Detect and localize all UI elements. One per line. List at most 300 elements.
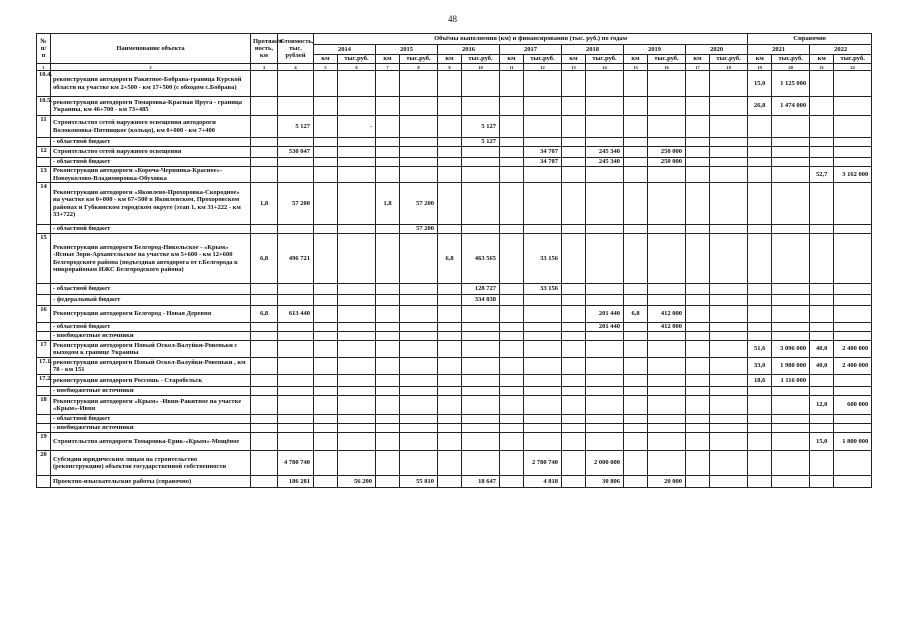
km-cell <box>810 183 834 225</box>
cost-cell <box>278 424 314 433</box>
amount-cell <box>524 387 562 396</box>
cost-cell <box>278 225 314 234</box>
column-index: 17 <box>686 64 710 71</box>
amount-cell: 5 127 <box>462 116 500 138</box>
km-cell <box>376 341 400 358</box>
km-cell <box>438 306 462 323</box>
row-number: 10.4. <box>37 71 51 97</box>
column-index: 2 <box>51 64 251 71</box>
amount-cell <box>772 306 810 323</box>
km-cell <box>562 323 586 332</box>
km-cell <box>624 234 648 284</box>
column-index: 19 <box>748 64 772 71</box>
km-cell <box>376 358 400 375</box>
km-cell <box>562 387 586 396</box>
km-cell <box>500 158 524 167</box>
km-cell <box>624 375 648 387</box>
amount-cell <box>648 424 686 433</box>
km-cell <box>438 387 462 396</box>
row-number: 18 <box>37 396 51 415</box>
km-cell <box>562 341 586 358</box>
km-cell <box>314 225 338 234</box>
amount-cell <box>834 387 872 396</box>
km-cell <box>810 323 834 332</box>
table-row <box>37 358 872 375</box>
amount-cell <box>524 116 562 138</box>
amount-cell <box>834 295 872 306</box>
km-cell: 40,0 <box>810 341 834 358</box>
header-unit-km: км <box>562 55 586 64</box>
km-cell <box>562 183 586 225</box>
km-cell <box>562 451 586 476</box>
km-cell <box>562 332 586 341</box>
km-cell <box>686 476 710 488</box>
km-cell <box>251 424 278 433</box>
amount-cell <box>710 167 748 183</box>
amount-cell <box>338 138 376 147</box>
km-cell <box>748 323 772 332</box>
km-cell <box>500 284 524 295</box>
km-cell <box>438 341 462 358</box>
km-cell <box>438 138 462 147</box>
km-cell <box>314 396 338 415</box>
column-index: 11 <box>500 64 524 71</box>
km-cell <box>251 396 278 415</box>
column-index: 9 <box>438 64 462 71</box>
km-cell <box>562 147 586 158</box>
km-cell <box>686 387 710 396</box>
km-cell <box>686 341 710 358</box>
amount-cell <box>524 225 562 234</box>
column-index: 12 <box>524 64 562 71</box>
km-cell <box>562 433 586 451</box>
amount-cell <box>772 295 810 306</box>
table-row <box>37 97 872 116</box>
column-index: 20 <box>772 64 810 71</box>
header-volumes: Объёмы выполнения (км) и финансирования (тыс. руб.) по годам <box>314 34 748 45</box>
amount-cell <box>710 284 748 295</box>
object-name: - областной бюджет <box>51 415 251 424</box>
km-cell <box>314 387 338 396</box>
km-cell <box>314 116 338 138</box>
km-cell <box>438 451 462 476</box>
amount-cell <box>462 225 500 234</box>
amount-cell <box>586 295 624 306</box>
km-cell <box>748 396 772 415</box>
table-row <box>37 225 872 234</box>
amount-cell: 55 810 <box>400 476 438 488</box>
amount-cell <box>772 138 810 147</box>
amount-cell <box>400 284 438 295</box>
km-cell <box>314 424 338 433</box>
km-cell <box>562 116 586 138</box>
header-unit-rub: тыс.руб. <box>710 55 748 64</box>
amount-cell <box>834 332 872 341</box>
amount-cell <box>462 415 500 424</box>
km-cell <box>624 341 648 358</box>
table-header <box>37 34 872 71</box>
amount-cell <box>586 234 624 284</box>
km-cell <box>251 375 278 387</box>
row-number <box>37 158 51 167</box>
amount-cell <box>524 138 562 147</box>
column-index: 8 <box>400 64 438 71</box>
amount-cell <box>400 433 438 451</box>
amount-cell <box>834 116 872 138</box>
amount-cell <box>772 387 810 396</box>
km-cell <box>438 396 462 415</box>
km-cell <box>562 284 586 295</box>
row-number <box>37 225 51 234</box>
header-unit-rub: тыс.руб. <box>586 55 624 64</box>
header-unit-km: км <box>314 55 338 64</box>
object-name: Строительство сетей наружного освещения автодороги Волоконовка-Пятницкое (кольцо), км 0+000 - км 7+400 <box>51 116 251 138</box>
amount-cell <box>400 147 438 158</box>
km-cell <box>686 225 710 234</box>
table-row <box>37 158 872 167</box>
amount-cell <box>834 147 872 158</box>
amount-cell <box>462 332 500 341</box>
km-cell: 33,0 <box>748 358 772 375</box>
km-cell: 6,8 <box>438 234 462 284</box>
table-row <box>37 433 872 451</box>
table-row <box>37 341 872 358</box>
amount-cell: 5 127 <box>462 138 500 147</box>
km-cell <box>376 476 400 488</box>
km-cell <box>314 451 338 476</box>
amount-cell <box>586 167 624 183</box>
header-unit-km: км <box>376 55 400 64</box>
amount-cell: 1 116 000 <box>772 375 810 387</box>
km-cell <box>810 116 834 138</box>
row-number <box>37 424 51 433</box>
km-cell <box>438 167 462 183</box>
km-cell <box>624 147 648 158</box>
amount-cell <box>400 295 438 306</box>
object-name: - областной бюджет <box>51 158 251 167</box>
row-number: 10.5. <box>37 97 51 116</box>
object-name: - внебюджетные источники <box>51 424 251 433</box>
amount-cell: 2 780 740 <box>524 451 562 476</box>
km-cell <box>810 234 834 284</box>
column-index: 18 <box>710 64 748 71</box>
km-cell <box>376 158 400 167</box>
km-cell <box>562 415 586 424</box>
amount-cell <box>772 147 810 158</box>
amount-cell <box>400 424 438 433</box>
km-cell <box>314 341 338 358</box>
km-cell <box>251 158 278 167</box>
km-cell <box>624 295 648 306</box>
table-row <box>37 332 872 341</box>
amount-cell <box>524 323 562 332</box>
km-cell <box>686 138 710 147</box>
amount-cell <box>834 476 872 488</box>
amount-cell <box>462 424 500 433</box>
amount-cell <box>648 387 686 396</box>
column-index: 6 <box>338 64 376 71</box>
amount-cell <box>710 424 748 433</box>
km-cell <box>686 295 710 306</box>
cost-cell <box>278 387 314 396</box>
amount-cell: - <box>338 116 376 138</box>
amount-cell <box>834 71 872 97</box>
km-cell <box>500 295 524 306</box>
amount-cell <box>834 97 872 116</box>
object-name: Субсидии юридическим лицам на строительство (реконструкцию) объектов государственной собственности <box>51 451 251 476</box>
amount-cell <box>524 97 562 116</box>
km-cell <box>376 332 400 341</box>
km-cell <box>686 183 710 225</box>
amount-cell <box>648 234 686 284</box>
header-year: 2017 <box>500 45 562 55</box>
amount-cell <box>400 451 438 476</box>
km-cell <box>624 415 648 424</box>
km-cell <box>748 225 772 234</box>
amount-cell <box>524 424 562 433</box>
financing-table <box>36 33 872 488</box>
row-number: 12 <box>37 147 51 158</box>
amount-cell <box>586 183 624 225</box>
km-cell <box>686 284 710 295</box>
km-cell <box>376 323 400 332</box>
header-unit-rub: тыс.руб. <box>462 55 500 64</box>
cost-cell <box>278 375 314 387</box>
amount-cell <box>462 387 500 396</box>
cost-cell <box>278 415 314 424</box>
amount-cell <box>338 396 376 415</box>
km-cell <box>500 358 524 375</box>
amount-cell <box>710 295 748 306</box>
amount-cell <box>710 306 748 323</box>
km-cell <box>251 415 278 424</box>
amount-cell <box>710 415 748 424</box>
cost-cell: 4 780 740 <box>278 451 314 476</box>
km-cell <box>810 451 834 476</box>
row-number <box>37 284 51 295</box>
object-name: - областной бюджет <box>51 138 251 147</box>
object-name: Реконструкция автодороги «Крым» -Ивня-Ракитное на участке «Крым»-Ивня <box>51 396 251 415</box>
row-number <box>37 295 51 306</box>
km-cell <box>748 158 772 167</box>
amount-cell <box>710 341 748 358</box>
amount-cell <box>338 167 376 183</box>
header-unit-rub: тыс.руб. <box>524 55 562 64</box>
km-cell <box>686 375 710 387</box>
cost-cell: 613 440 <box>278 306 314 323</box>
amount-cell <box>834 284 872 295</box>
amount-cell <box>772 476 810 488</box>
amount-cell <box>338 358 376 375</box>
km-cell <box>562 225 586 234</box>
amount-cell <box>710 451 748 476</box>
km-cell <box>438 415 462 424</box>
amount-cell <box>772 225 810 234</box>
amount-cell <box>586 71 624 97</box>
km-cell <box>500 424 524 433</box>
column-index: 10 <box>462 64 500 71</box>
amount-cell <box>400 306 438 323</box>
table-row <box>37 234 872 284</box>
object-name: - внебюджетные источники <box>51 387 251 396</box>
object-name: - федеральный бюджет <box>51 295 251 306</box>
amount-cell <box>462 71 500 97</box>
amount-cell: 34 707 <box>524 158 562 167</box>
amount-cell <box>834 234 872 284</box>
amount-cell <box>834 323 872 332</box>
km-cell: 51,6 <box>748 341 772 358</box>
amount-cell <box>338 332 376 341</box>
km-cell <box>686 147 710 158</box>
object-name: реконструкция автодороги Ракитное-Бобрава-граница Курской области на участке км 2+500 - км 17+500 (с обходом с.Бобрава) <box>51 71 251 97</box>
km-cell <box>500 138 524 147</box>
amount-cell: 3 096 000 <box>772 341 810 358</box>
amount-cell <box>648 358 686 375</box>
km-cell <box>500 387 524 396</box>
header-unit-km: км <box>624 55 648 64</box>
km-cell <box>624 358 648 375</box>
km-cell <box>251 225 278 234</box>
km-cell: 6,8 <box>251 234 278 284</box>
km-cell <box>438 284 462 295</box>
km-cell <box>376 415 400 424</box>
amount-cell <box>524 341 562 358</box>
amount-cell <box>400 116 438 138</box>
amount-cell <box>524 358 562 375</box>
amount-cell <box>648 225 686 234</box>
amount-cell <box>462 451 500 476</box>
row-number: 11 <box>37 116 51 138</box>
header-cost: Стоимость, тыс. рублей <box>278 34 314 64</box>
amount-cell <box>338 433 376 451</box>
header-unit-rub: тыс.руб. <box>834 55 872 64</box>
row-number: 17.1. <box>37 358 51 375</box>
amount-cell <box>400 396 438 415</box>
km-cell <box>562 396 586 415</box>
km-cell <box>438 358 462 375</box>
cost-cell: 5 127 <box>278 116 314 138</box>
amount-cell: 56 200 <box>338 476 376 488</box>
km-cell <box>748 167 772 183</box>
km-cell: 1,8 <box>251 183 278 225</box>
km-cell <box>500 116 524 138</box>
header-unit-km: км <box>438 55 462 64</box>
amount-cell <box>772 433 810 451</box>
amount-cell <box>586 396 624 415</box>
amount-cell <box>338 71 376 97</box>
km-cell <box>500 375 524 387</box>
header-unit-km: км <box>810 55 834 64</box>
table-row <box>37 387 872 396</box>
amount-cell <box>400 341 438 358</box>
km-cell <box>251 167 278 183</box>
header-year: 2021 <box>748 45 810 55</box>
km-cell <box>376 284 400 295</box>
km-cell <box>376 234 400 284</box>
km-cell <box>314 295 338 306</box>
km-cell <box>251 387 278 396</box>
km-cell <box>376 97 400 116</box>
km-cell <box>500 323 524 332</box>
column-index: 16 <box>648 64 686 71</box>
km-cell <box>376 138 400 147</box>
km-cell <box>314 284 338 295</box>
km-cell <box>748 415 772 424</box>
km-cell <box>686 415 710 424</box>
km-cell <box>314 138 338 147</box>
amount-cell <box>710 476 748 488</box>
table-row <box>37 424 872 433</box>
amount-cell <box>338 284 376 295</box>
table-row <box>37 147 872 158</box>
column-index: 5 <box>314 64 338 71</box>
header-year: 2022 <box>810 45 872 55</box>
amount-cell <box>648 167 686 183</box>
km-cell <box>686 396 710 415</box>
cost-cell: 496 721 <box>278 234 314 284</box>
cost-cell: 57 200 <box>278 183 314 225</box>
object-name: - областной бюджет <box>51 225 251 234</box>
row-number <box>37 332 51 341</box>
row-number <box>37 476 51 488</box>
amount-cell <box>772 158 810 167</box>
table-row <box>37 116 872 138</box>
km-cell: 40,0 <box>810 358 834 375</box>
object-name: - областной бюджет <box>51 284 251 295</box>
amount-cell: 412 000 <box>648 306 686 323</box>
km-cell: 1,8 <box>376 183 400 225</box>
cost-cell <box>278 341 314 358</box>
km-cell <box>500 332 524 341</box>
amount-cell <box>834 138 872 147</box>
km-cell <box>624 396 648 415</box>
amount-cell <box>524 295 562 306</box>
amount-cell <box>710 234 748 284</box>
km-cell <box>376 375 400 387</box>
km-cell <box>748 234 772 284</box>
km-cell <box>686 97 710 116</box>
km-cell <box>376 116 400 138</box>
object-name: реконструкция автодороги Томаровка-Красная Яруга - граница Украины, км 46+700 - км 73+485 <box>51 97 251 116</box>
km-cell <box>438 116 462 138</box>
cost-cell <box>278 158 314 167</box>
amount-cell <box>462 306 500 323</box>
km-cell <box>562 158 586 167</box>
km-cell <box>500 71 524 97</box>
object-name: Реконструкция автодороги Белгород - Новая Деревня <box>51 306 251 323</box>
km-cell <box>624 424 648 433</box>
amount-cell <box>586 424 624 433</box>
amount-cell <box>400 138 438 147</box>
amount-cell: 3 162 000 <box>834 167 872 183</box>
km-cell <box>562 138 586 147</box>
amount-cell <box>834 424 872 433</box>
amount-cell <box>710 183 748 225</box>
column-index: 13 <box>562 64 586 71</box>
amount-cell <box>648 451 686 476</box>
amount-cell <box>524 306 562 323</box>
amount-cell <box>710 358 748 375</box>
km-cell: 26,8 <box>748 97 772 116</box>
km-cell <box>686 234 710 284</box>
km-cell <box>438 476 462 488</box>
km-cell <box>500 341 524 358</box>
km-cell <box>810 97 834 116</box>
km-cell <box>624 433 648 451</box>
km-cell <box>314 167 338 183</box>
km-cell <box>314 332 338 341</box>
amount-cell <box>772 116 810 138</box>
